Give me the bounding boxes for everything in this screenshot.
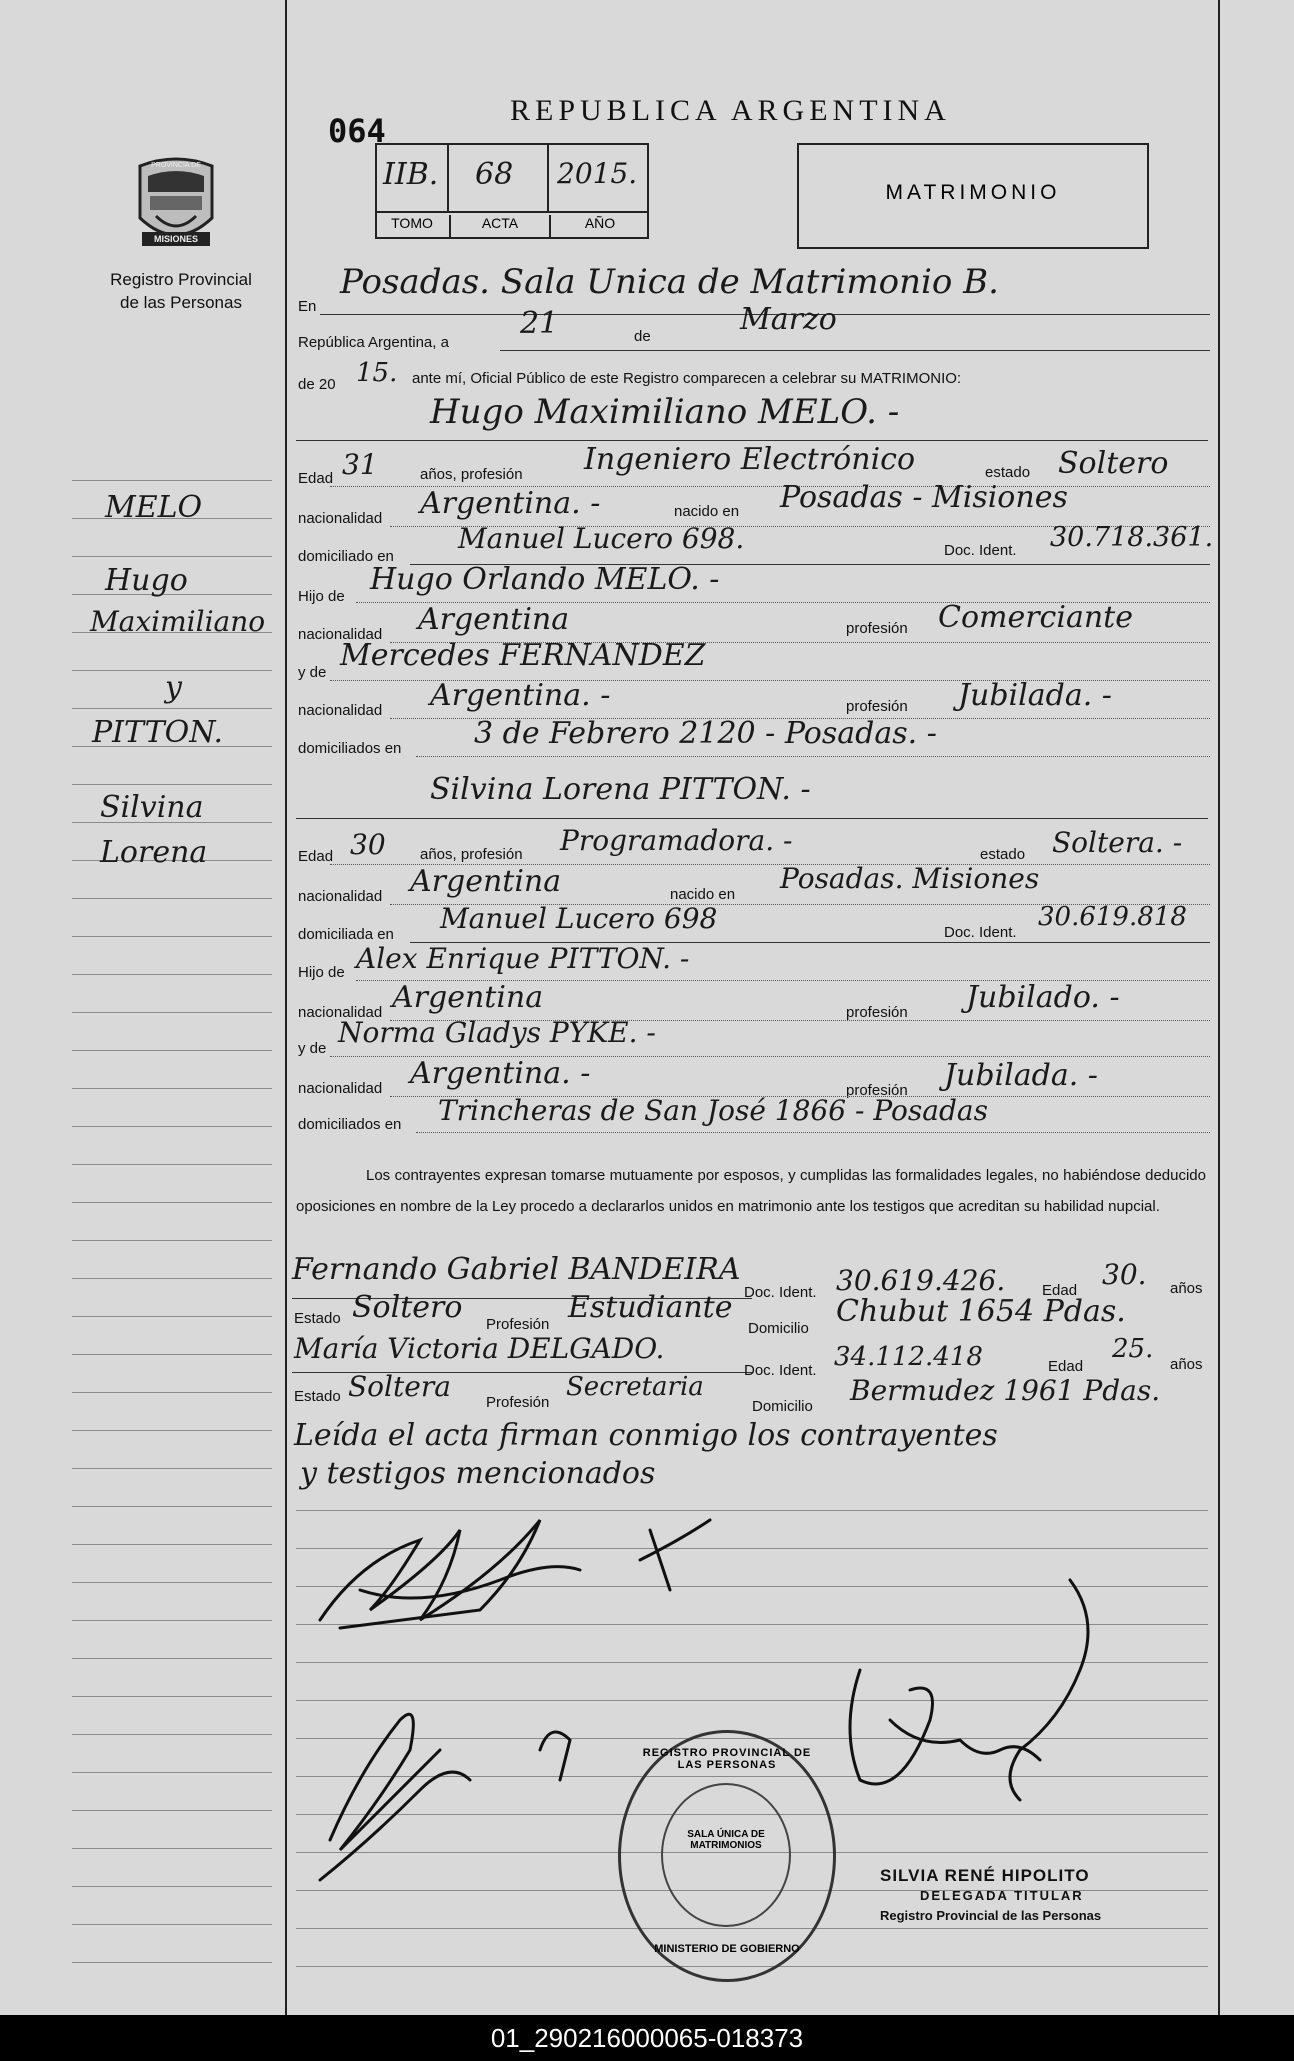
bride-profession: Programadora. -	[560, 824, 793, 857]
witness-1-estado-label: Estado	[294, 1310, 341, 1327]
groom-father-profession: Comerciante	[938, 600, 1133, 635]
place-value: Posadas. Sala Unica de Matrimonio B.	[340, 262, 999, 302]
witness-1-doc: 30.619.426.	[836, 1264, 1006, 1297]
groom-edad-label: Edad	[298, 470, 334, 487]
margin-rule-line	[72, 1316, 272, 1317]
groom-mother-nationality: Argentina. -	[430, 678, 611, 713]
act-type-box	[797, 143, 1149, 249]
margin-rule-line	[72, 1392, 272, 1393]
logo-top-text: PROVINCIA DE	[151, 162, 201, 169]
act-type-label: MATRIMONIO	[885, 181, 1061, 204]
margin-rule-line	[72, 1620, 272, 1621]
margin-rule-line	[72, 1012, 272, 1013]
tomo-value: IIB.	[383, 157, 439, 192]
margin-rule-line	[72, 1582, 272, 1583]
margin-rule-line	[72, 1240, 272, 1241]
tomo-label: TOMO	[391, 215, 433, 231]
margin-rule-line	[72, 1734, 272, 1735]
margin-rule-line	[72, 1202, 272, 1203]
margin-rule-line	[72, 1164, 272, 1165]
declaration-text: Los contrayentes expresan tomarse mutuamente por esposos, y cumplidas las formalidades legales, no habiéndose deducido oposiciones en nombre de la Ley procedo a declararlos unidos en matrimonio ante los testigos que acreditan su habilidad nupcial.	[296, 1167, 1206, 1215]
act-number: 064	[328, 112, 386, 150]
bride-nacido-label: nacido en	[670, 886, 736, 903]
month-value: Marzo	[740, 302, 837, 337]
witness-2-prof-label: Profesión	[486, 1394, 550, 1411]
margin-rule-line	[72, 1278, 272, 1279]
bride-name: Silvina Lorena PITTON. -	[430, 772, 811, 807]
groom-profession: Ingeniero Electrónico	[584, 442, 916, 477]
seal-ring-text: REGISTRO PROVINCIAL DE LAS PERSONAS	[642, 1747, 812, 1771]
witness-1-anos-label: años	[1170, 1280, 1203, 1297]
groom-father: Hugo Orlando MELO. -	[370, 562, 720, 597]
country-title: REPUBLICA ARGENTINA	[510, 94, 951, 127]
margin-rule-line	[72, 1544, 272, 1545]
margin-rule-line	[72, 1772, 272, 1773]
bride-parents-dom-label: domiciliados en	[298, 1116, 402, 1133]
witness-2-edad-label: Edad	[1048, 1358, 1084, 1375]
groom-father-nationality: Argentina	[418, 602, 570, 637]
margin-rule-line	[72, 1848, 272, 1849]
margin-note-6: Lorena	[100, 835, 208, 870]
witness-1-age: 30.	[1102, 1258, 1147, 1291]
margin-rule-line	[72, 556, 272, 557]
bride-father-prof-label: profesión	[846, 1004, 908, 1021]
seal-bottom-text: MINISTERIO DE GOBIERNO	[654, 1943, 800, 1955]
margin-rule-line	[72, 974, 272, 975]
groom-mother-prof-label: profesión	[846, 698, 908, 715]
en-label: En	[298, 298, 317, 315]
acta-value: 68	[475, 157, 514, 192]
groom-estado-label: estado	[985, 464, 1031, 481]
margin-note-2: Maximiliano	[90, 605, 266, 638]
bride-nac-label: nacionalidad	[298, 888, 383, 905]
official-title: DELEGADA TITULAR	[920, 1888, 1084, 1903]
bride-status: Soltera. -	[1052, 826, 1183, 859]
groom-anos-prof-label: años, profesión	[420, 466, 523, 483]
margin-rule-line	[72, 480, 272, 481]
bride-parents-address: Trincheras de San José 1866 - Posadas	[438, 1094, 988, 1127]
witness-1-status: Soltero	[352, 1290, 463, 1325]
margin-note-5: Silvina	[100, 790, 204, 825]
margin-rule-line	[72, 1924, 272, 1925]
witness-2-name: María Victoria DELGADO.	[294, 1332, 665, 1365]
bride-estado-label: estado	[980, 846, 1026, 863]
groom-father-prof-label: profesión	[846, 620, 908, 637]
witness-2-status: Soltera	[348, 1370, 451, 1403]
year-prefix: de 20	[298, 376, 336, 393]
bride-doc: 30.619.818	[1038, 902, 1187, 932]
closing-line-1: Leída el acta firman conmigo los contrayentes	[294, 1418, 998, 1453]
province-shield-logo	[134, 152, 218, 254]
groom-mother-profession: Jubilada. -	[958, 678, 1112, 713]
groom-status: Soltero	[1058, 446, 1169, 481]
margin-rule-line	[72, 1962, 272, 1963]
bride-nationality: Argentina	[410, 864, 562, 899]
bride-age: 30	[350, 828, 386, 861]
day-value: 21	[520, 306, 559, 341]
witness-2-doc: 34.112.418	[834, 1342, 983, 1372]
logo-bottom-text: MISIONES	[153, 234, 198, 244]
witness-1-doc-label: Doc. Ident.	[744, 1284, 817, 1301]
margin-rule-line	[72, 1126, 272, 1127]
witness-2-anos-label: años	[1170, 1356, 1203, 1373]
margin-note-0: MELO	[105, 490, 203, 525]
groom-doc: 30.718.361.	[1050, 522, 1214, 553]
witness-1-profession: Estudiante	[568, 1290, 733, 1325]
registry-line-2: de las Personas	[120, 293, 242, 312]
bride-mother-nac-label: nacionalidad	[298, 1080, 383, 1097]
intro-sentence: ante mí, Oficial Público de este Registro comparecen a celebrar su MATRIMONIO:	[412, 370, 962, 387]
witness-1-address: Chubut 1654 Pdas.	[836, 1294, 1126, 1329]
seal-inner-text: SALA ÚNICA DE MATRIMONIOS	[687, 1829, 765, 1851]
witness-1-edad-label: Edad	[1042, 1282, 1078, 1299]
groom-nac-label: nacionalidad	[298, 510, 383, 527]
margin-rule-line	[72, 784, 272, 785]
tomo-acta-ano-table	[375, 143, 649, 239]
official-seal	[618, 1730, 836, 1982]
bride-father-nationality: Argentina	[392, 980, 544, 1015]
ano-label: AÑO	[549, 215, 649, 237]
closing-line-2: y testigos mencionados	[300, 1456, 656, 1491]
witness-2-doc-label: Doc. Ident.	[744, 1362, 817, 1379]
witness-2-estado-label: Estado	[294, 1388, 341, 1405]
bride-mother-profession: Jubilada. -	[944, 1058, 1098, 1093]
groom-yde-label: y de	[298, 664, 327, 681]
groom-name: Hugo Maximiliano MELO. -	[430, 392, 900, 432]
republica-label: República Argentina, a	[298, 334, 449, 351]
witness-1-name: Fernando Gabriel BANDEIRA	[292, 1252, 741, 1287]
groom-parents-address: 3 de Febrero 2120 - Posadas. -	[474, 716, 937, 751]
margin-rule-line	[72, 1506, 272, 1507]
bride-mother-prof-label: profesión	[846, 1082, 908, 1099]
witness-1-prof-label: Profesión	[486, 1316, 550, 1333]
official-org: Registro Provincial de las Personas	[880, 1908, 1102, 1923]
de-label-1: de	[634, 328, 651, 345]
witness-1-dom-label: Domicilio	[748, 1320, 809, 1337]
margin-rule-line	[72, 1430, 272, 1431]
year-suffix: 15.	[356, 358, 398, 388]
margin-note-1: Hugo	[105, 563, 188, 598]
groom-nacido-label: nacido en	[674, 503, 740, 520]
official-name: SILVIA RENÉ HIPOLITO	[880, 1866, 1090, 1885]
witness-2-address: Bermudez 1961 Pdas.	[850, 1374, 1161, 1407]
margin-rule-line	[72, 1886, 272, 1887]
groom-mother: Mercedes FERNANDEZ	[340, 638, 706, 673]
acta-label: ACTA	[449, 215, 549, 237]
ano-value: 2015.	[557, 157, 638, 190]
witness-2-dom-label: Domicilio	[752, 1398, 813, 1415]
groom-age: 31	[342, 448, 378, 481]
footer-code: 01_290216000065-018373	[0, 2015, 1294, 2061]
bride-yde-label: y de	[298, 1040, 327, 1057]
margin-rule-line	[72, 1696, 272, 1697]
right-margin-rule	[1218, 0, 1220, 2015]
witness-2-profession: Secretaria	[566, 1372, 704, 1402]
groom-birthplace: Posadas - Misiones	[780, 480, 1068, 515]
bride-mother: Norma Gladys PYKE. -	[338, 1016, 656, 1049]
margin-note-3: y	[165, 670, 182, 705]
margin-rule-line	[72, 1050, 272, 1051]
margin-rule-line	[72, 1354, 272, 1355]
margin-rule-line	[72, 1658, 272, 1659]
groom-nationality: Argentina. -	[420, 486, 601, 521]
bride-edad-label: Edad	[298, 848, 334, 865]
bride-address: Manuel Lucero 698	[440, 902, 718, 935]
bride-father: Alex Enrique PITTON. -	[356, 942, 690, 975]
groom-mother-nac-label: nacionalidad	[298, 702, 383, 719]
margin-rule-line	[72, 898, 272, 899]
left-margin-rule	[285, 0, 287, 2015]
registry-line-1: Registro Provincial	[110, 270, 252, 289]
groom-parents-dom-label: domiciliados en	[298, 740, 402, 757]
groom-dom-label: domiciliado en	[298, 548, 394, 565]
margin-note-4: PITTON.	[92, 715, 224, 750]
witness-2-age: 25.	[1112, 1334, 1154, 1364]
bride-anos-prof-label: años, profesión	[420, 846, 523, 863]
margin-rule-line	[72, 1810, 272, 1811]
groom-father-nac-label: nacionalidad	[298, 626, 383, 643]
groom-hijo-label: Hijo de	[298, 588, 345, 605]
bride-birthplace: Posadas. Misiones	[780, 862, 1040, 895]
margin-rule-line	[72, 1468, 272, 1469]
bride-dom-label: domiciliada en	[298, 926, 394, 943]
groom-doc-label: Doc. Ident.	[944, 542, 1017, 559]
bride-doc-label: Doc. Ident.	[944, 924, 1017, 941]
margin-rule-line	[72, 708, 272, 709]
groom-address: Manuel Lucero 698.	[458, 522, 745, 555]
margin-rule-line	[72, 1088, 272, 1089]
bride-father-profession: Jubilado. -	[966, 980, 1120, 1015]
bride-hijo-label: Hijo de	[298, 964, 345, 981]
margin-rule-line	[72, 936, 272, 937]
bride-mother-nationality: Argentina. -	[410, 1056, 591, 1091]
bride-father-nac-label: nacionalidad	[298, 1004, 383, 1021]
